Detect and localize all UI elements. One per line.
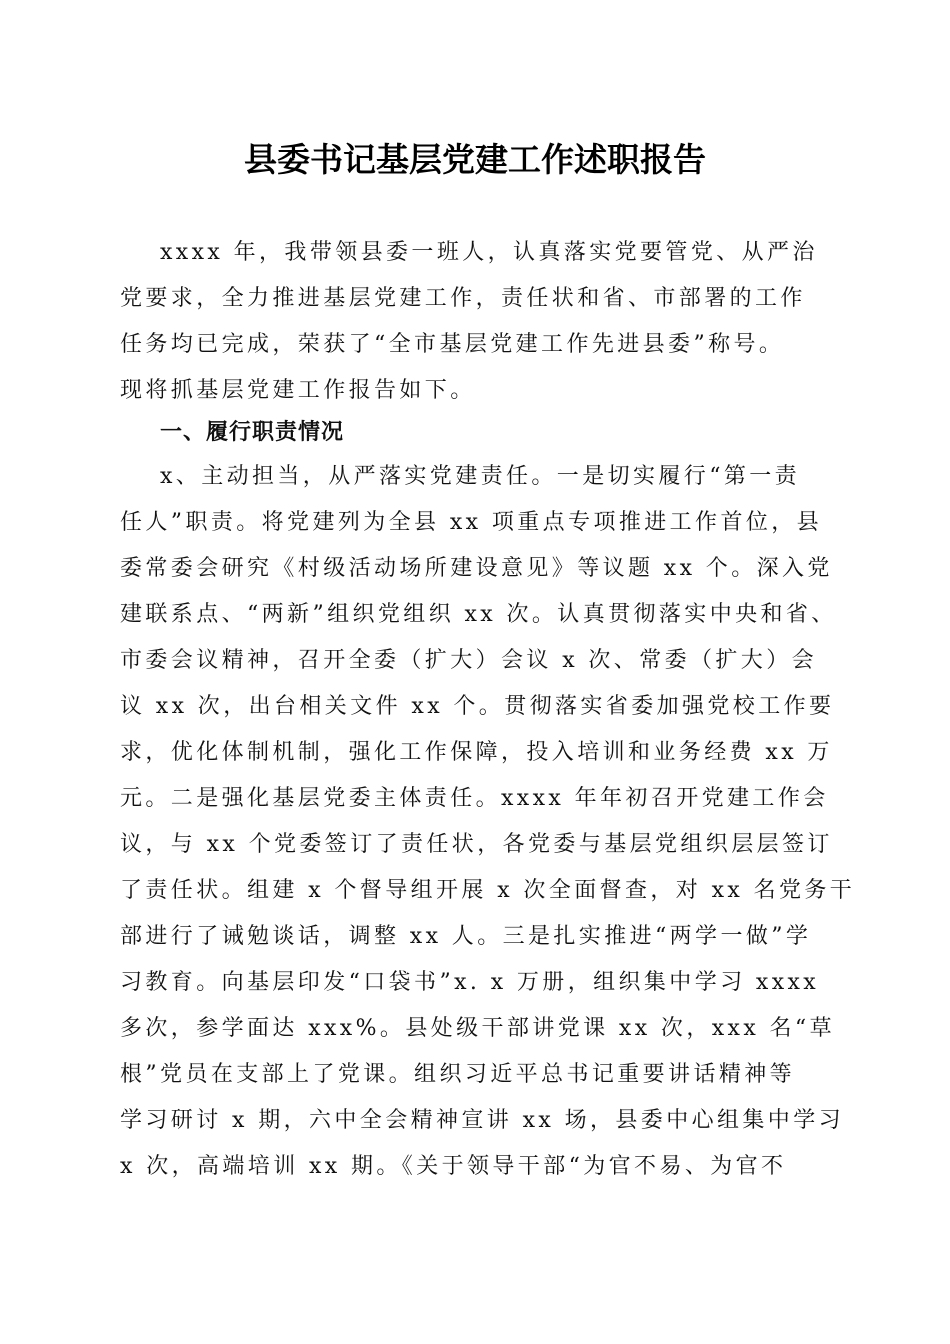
section-line: 任人”职责。将党建列为全县 xx 项重点专项推进工作首位，县 (120, 510, 823, 535)
section-line: 市委会议精神，召开全委（扩大）会议 x 次、常委（扩大）会 (120, 648, 817, 673)
section-line: 元。二是强化基层党委主体责任。xxxx 年年初召开党建工作会 (120, 786, 829, 811)
section-heading: 一、履行职责情况 (160, 420, 345, 445)
intro-line: 任务均已完成，荣获了“全市基层党建工作先进县委”称号。 (120, 332, 785, 357)
section-line: 议，与 xx 个党委签订了责任状，各党委与基层党组织层层签订 (120, 832, 833, 857)
intro-line: xxxx 年，我带领县委一班人，认真落实党要管党、从严治 (160, 240, 818, 265)
section-line: 议 xx 次，出台相关文件 xx 个。贯彻落实省委加强党校工作要 (120, 694, 835, 719)
section-line: 建联系点、“两新”组织党组织 xx 次。认真贯彻落实中央和省、 (120, 602, 837, 627)
document-title: 县委书记基层党建工作述职报告 (244, 140, 706, 179)
section-line: 根”党员在支部上了党课。组织习近平总书记重要讲话精神等 (120, 1062, 796, 1087)
intro-line: 党要求，全力推进基层党建工作，责任状和省、市部署的工作 (120, 286, 806, 311)
section-line: x 次，高端培训 xx 期。《关于领导干部“为官不易、为官不 (120, 1154, 787, 1179)
section-line: 多次，参学面达 xxx%。县处级干部讲党课 xx 次，xxx 名“草 (120, 1016, 835, 1041)
section-line: 委常委会研究《村级活动场所建设意见》等议题 xx 个。深入党 (120, 556, 833, 581)
intro-line: 现将抓基层党建工作报告如下。 (120, 378, 476, 403)
section-line: 求，优化体制机制，强化工作保障，投入培训和业务经费 xx 万 (120, 740, 833, 765)
section-line: 部进行了诫勉谈话，调整 xx 人。三是扎实推进“两学一做”学 (120, 924, 812, 949)
section-line: 学习研讨 x 期，六中全会精神宣讲 xx 场，县委中心组集中学习 (120, 1108, 844, 1133)
section-line: 习教育。向基层印发“口袋书”x. x 万册，组织集中学习 xxxx (120, 970, 820, 995)
section-line: x、主动担当，从严落实党建责任。一是切实履行“第一责 (160, 464, 801, 489)
section-line: 了责任状。组建 x 个督导组开展 x 次全面督查，对 xx 名党务干 (120, 878, 856, 903)
